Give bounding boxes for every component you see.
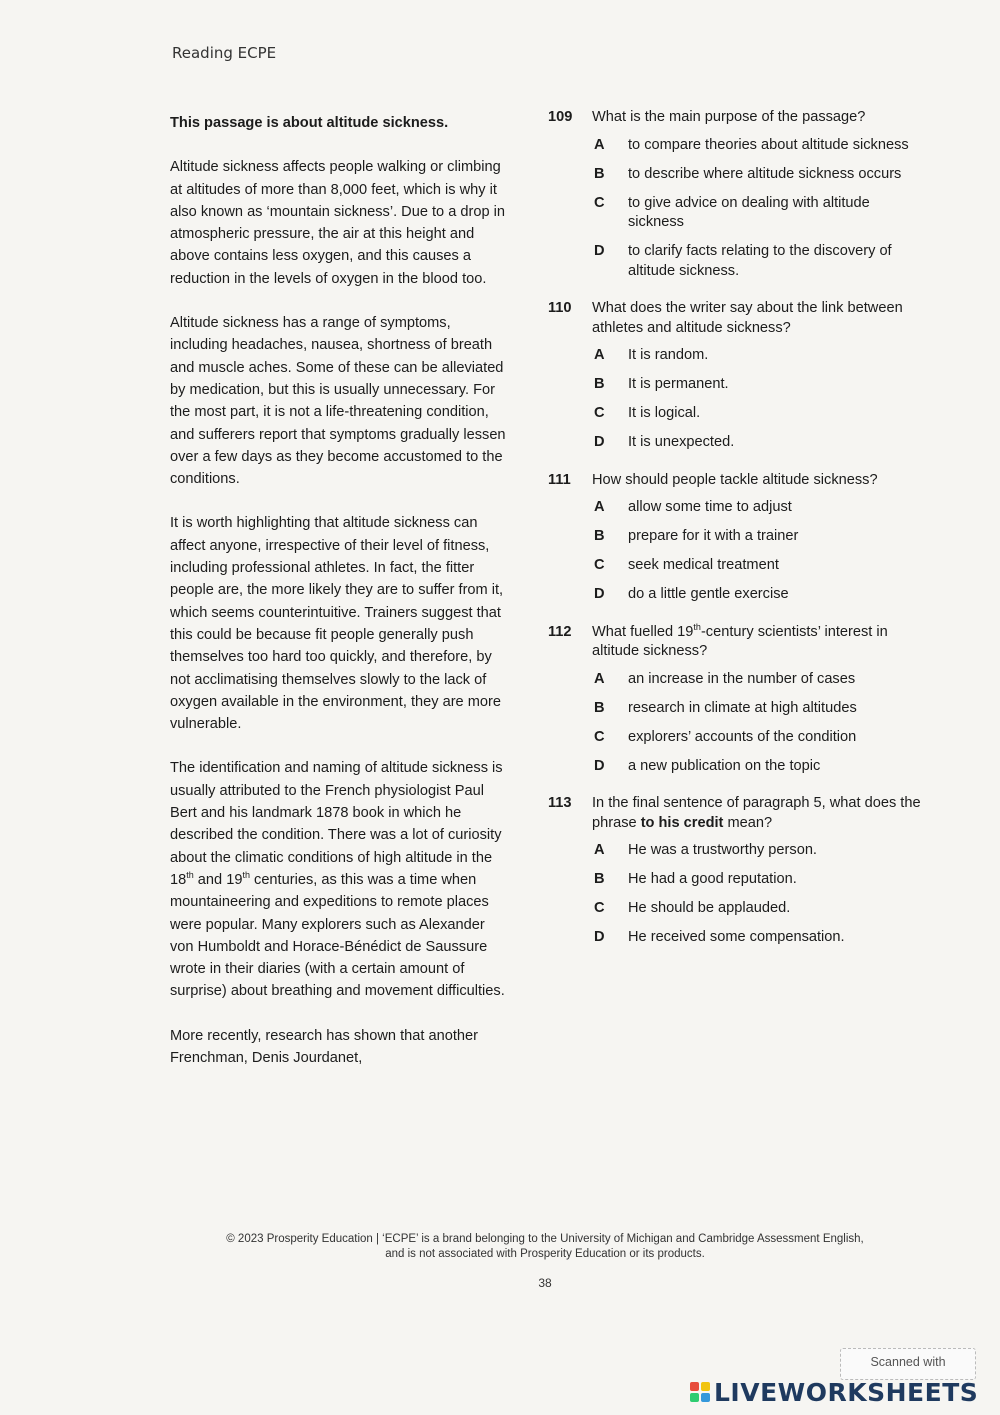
answer-option[interactable] <box>594 556 928 576</box>
passage-paragraph-5: More recently, research has shown that another Frenchman, Denis Jourdanet, <box>170 1027 478 1066</box>
option-text: It is unexpected. <box>628 434 735 450</box>
option-letter: D <box>594 243 605 259</box>
answer-option[interactable] <box>594 870 928 890</box>
option-text: It is logical. <box>628 405 701 421</box>
answer-option[interactable] <box>594 757 928 777</box>
option-text: a new publication on the topic <box>628 757 821 774</box>
option-letter: B <box>594 871 605 887</box>
option-text: an increase in the number of cases <box>628 670 856 687</box>
option-text: prepare for it with a trainer <box>628 528 799 544</box>
option-text: He received some compensation. <box>628 929 845 945</box>
passage-paragraph-3: It is worth highlighting that altitude sickness can affect anyone, irrespective of their level of fitness, including professional athletes. In fact, the fitter people are, the more likely they are to suffer from it, which seems counterintuitive. Trainers suggest that this could be because fit people generally push themselves too hard too quickly, and therefore, by not acclimatising themselves slowly to the lack of oxygen available in the environment, they are more vulnerable. <box>170 515 504 733</box>
option-letter: A <box>594 347 605 363</box>
page-header: Reading ECPE <box>172 44 277 62</box>
option-letter: D <box>594 586 605 602</box>
option-text: He was a trustworthy person. <box>628 842 817 858</box>
question-number: 110 <box>548 300 572 316</box>
option-letter: B <box>594 528 605 544</box>
option-text: research in climate at high altitudes <box>628 699 857 716</box>
question-text-part: In the final sentence of paragraph 5, what does the phrase <box>592 795 921 831</box>
option-letter: C <box>594 728 605 745</box>
option-letter: C <box>594 405 605 421</box>
option-text: He had a good reputation. <box>628 871 797 887</box>
option-text: do a little gentle exercise <box>628 586 789 602</box>
copyright-line-2: and is not associated with Prosperity Education or its products. <box>385 1248 705 1260</box>
option-text: explorers’ accounts of the condition <box>628 728 857 745</box>
liveworksheets-watermark <box>690 1377 978 1407</box>
paragraph-4-part-c: centuries, as this was a time when mountaineering and expeditions to remote places were popular. Many explorers such as Alexander von Humboldt and Horace-Bénédict de Saussure wrote in their diaries (with a certain amount of surprise) about breathing and movement difficulties. <box>170 871 505 1000</box>
answer-option[interactable] <box>594 699 928 719</box>
copyright-footer <box>160 1232 930 1262</box>
option-text: allow some time to adjust <box>628 499 792 515</box>
answer-option[interactable] <box>594 433 928 453</box>
scanner-badge: Scanned with <box>840 1348 976 1380</box>
answer-option[interactable] <box>594 346 928 366</box>
option-text: It is random. <box>628 347 709 363</box>
answer-option[interactable] <box>594 585 928 605</box>
passage-paragraph-2: Altitude sickness has a range of symptoms, including headaches, nausea, shortness of breath and muscle aches. Some of these can be alleviated by medication, but this is usually unnecessary. For the most part, it is not a life-threatening condition, and sufferers report that symptoms gradually lessen over a few days as they become accustomed to the conditions. <box>170 315 506 488</box>
option-letter: D <box>594 929 605 945</box>
question-text-part: What fuelled 19 <box>592 623 694 640</box>
watermark-text: LIVEWORKSHEETS <box>714 1377 979 1407</box>
option-letter: C <box>594 900 605 916</box>
question-text: What is the main purpose of the passage? <box>592 109 866 125</box>
question-text: How should people tackle altitude sickness? <box>592 471 878 488</box>
superscript: th <box>186 870 194 881</box>
option-letter: D <box>594 434 605 450</box>
question-number: 113 <box>548 795 572 811</box>
passage-paragraph-4 <box>170 757 510 1002</box>
passage-title: This passage is about altitude sickness. <box>170 115 449 131</box>
copyright-line-1: © 2023 Prosperity Education | ‘ECPE’ is a brand belonging to the University of Michigan and Cambridge Assessment English, <box>226 1233 864 1245</box>
paragraph-4-part-a: The identification and naming of altitude sickness is usually attributed to the French physiologist Paul Bert and his landmark 1878 book in which he described the condition. There was a lot of curiosity about the climatic conditions of high altitude in the 18 <box>170 760 503 888</box>
option-letter: A <box>594 499 605 515</box>
question-number: 109 <box>548 109 573 125</box>
answer-option[interactable] <box>594 165 928 185</box>
question-number: 111 <box>548 471 571 488</box>
liveworksheets-logo-icon <box>690 1382 710 1402</box>
logo-square <box>701 1382 710 1391</box>
passage-paragraph-1: Altitude sickness affects people walking or climbing at altitudes of more than 8,000 feet, which is why it also known as ‘mountain sickness’. Due to a drop in atmospheric pressure, the air at this height and above contains less oxygen, and this causes a reduction in the levels of oxygen in the blood too. <box>170 159 506 287</box>
answer-option[interactable] <box>594 242 928 281</box>
question-111 <box>548 471 928 605</box>
question-number: 112 <box>548 623 572 640</box>
option-letter: B <box>594 699 605 716</box>
superscript: th <box>242 870 250 881</box>
option-letter: A <box>594 670 605 687</box>
paragraph-4-part-b: and 19 <box>193 871 243 888</box>
option-text: to give advice on dealing with altitude sickness <box>628 194 870 230</box>
question-113 <box>548 794 928 948</box>
answer-option[interactable] <box>594 928 928 948</box>
question-110 <box>548 299 928 453</box>
superscript: th <box>693 621 701 632</box>
option-text: to compare theories about altitude sickness <box>628 136 909 153</box>
option-text: He should be applauded. <box>628 900 791 916</box>
reading-passage <box>170 112 510 1091</box>
answer-option[interactable] <box>594 670 928 690</box>
question-text <box>592 623 928 662</box>
page-number: 38 <box>538 1276 552 1290</box>
option-letter: C <box>594 194 605 211</box>
answer-option[interactable] <box>594 498 928 518</box>
answer-option[interactable] <box>594 728 928 748</box>
question-key-phrase: to his credit <box>640 814 724 831</box>
question-text: What does the writer say about the link between athletes and altitude sickness? <box>592 300 903 336</box>
questions-column <box>548 108 928 966</box>
option-letter: B <box>594 376 605 392</box>
option-text: to describe where altitude sickness occurs <box>628 165 902 182</box>
answer-option[interactable] <box>594 899 928 919</box>
answer-option[interactable] <box>594 527 928 547</box>
logo-square <box>701 1393 710 1402</box>
option-text: seek medical treatment <box>628 557 779 573</box>
question-text-part: -century scientists’ interest in altitude sickness? <box>592 623 888 659</box>
question-text-part: mean? <box>723 814 773 831</box>
logo-square <box>690 1393 699 1402</box>
question-112 <box>548 623 928 777</box>
option-text: to clarify facts relating to the discovery of altitude sickness. <box>628 243 892 279</box>
option-letter: A <box>594 136 605 153</box>
answer-option[interactable] <box>594 841 928 861</box>
logo-square <box>690 1382 699 1391</box>
question-109 <box>548 108 928 281</box>
answer-option[interactable] <box>594 194 928 233</box>
option-letter: B <box>594 165 605 182</box>
option-letter: C <box>594 557 605 573</box>
answer-option[interactable] <box>594 136 928 156</box>
option-text: It is permanent. <box>628 376 729 392</box>
option-letter: D <box>594 757 605 774</box>
answer-option[interactable] <box>594 375 928 395</box>
answer-option[interactable] <box>594 404 928 424</box>
option-letter: A <box>594 842 605 858</box>
question-text <box>592 794 928 833</box>
